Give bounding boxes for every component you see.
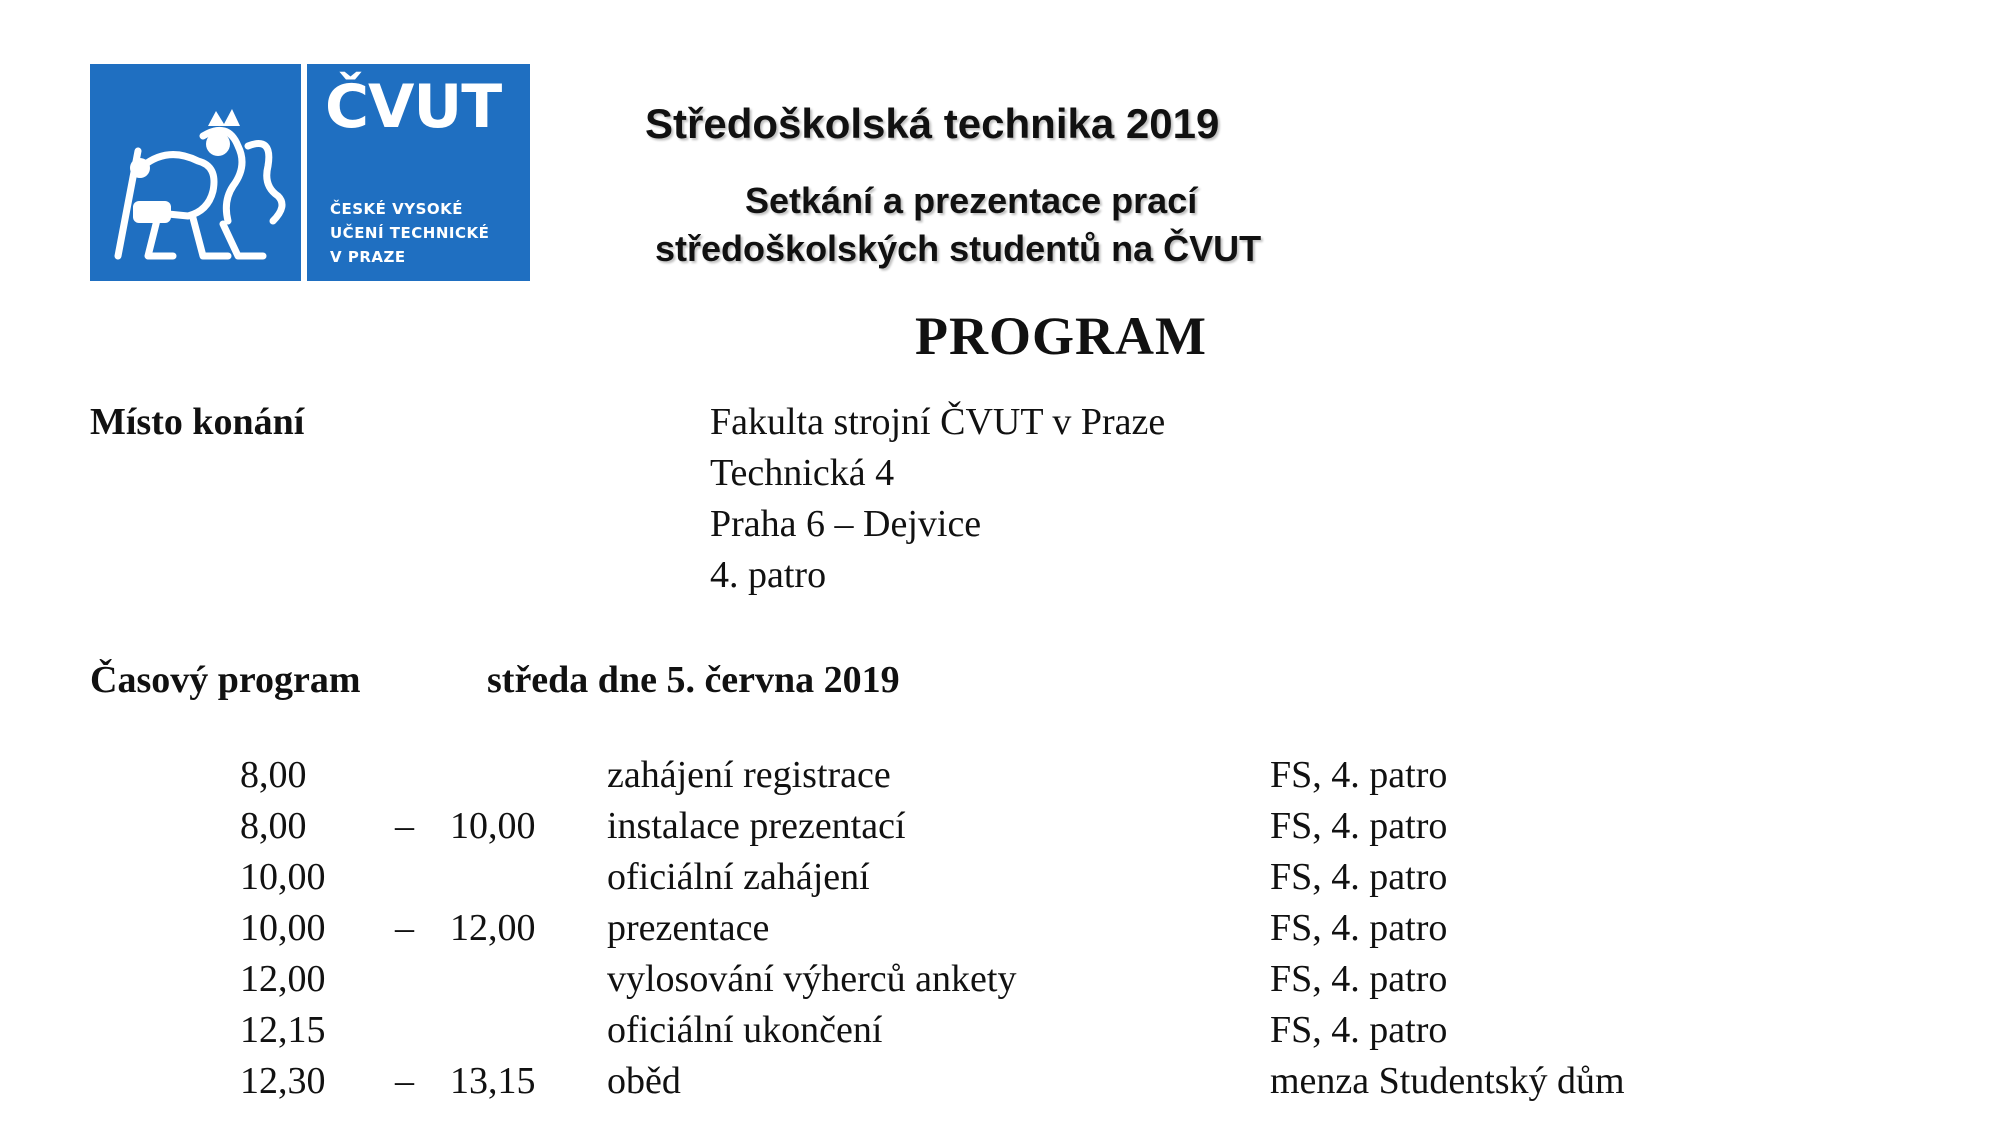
place: FS, 4. patro [1270, 907, 1448, 949]
place: menza Studentský dům [1270, 1060, 1625, 1102]
activity: vylosování výherců ankety [607, 958, 1017, 1000]
activity: oficiální ukončení [607, 1009, 883, 1051]
venue-line: Praha 6 – Dejvice [710, 503, 982, 545]
venue-line: Fakulta strojní ČVUT v Praze [710, 401, 1166, 443]
place: FS, 4. patro [1270, 958, 1448, 1000]
logo-subtitle-line: ČESKÉ VYSOKÉ [330, 200, 464, 218]
logo-subtitle-line: V PRAZE [330, 248, 406, 266]
place: FS, 4. patro [1270, 1009, 1448, 1051]
start-time: 12,30 [240, 1060, 326, 1102]
venue-label: Místo konání [90, 401, 305, 443]
start-time: 10,00 [240, 856, 326, 898]
subtitle-line-2: středoškolských studentů na ČVUT [655, 228, 1262, 269]
activity: oběd [607, 1060, 681, 1102]
schedule-label: Časový program [90, 659, 361, 701]
start-time: 12,15 [240, 1009, 326, 1051]
place: FS, 4. patro [1270, 805, 1448, 847]
subtitle-line-1: Setkání a prezentace prací [745, 180, 1198, 221]
time-dash: – [395, 805, 414, 847]
activity: oficiální zahájení [607, 856, 870, 898]
start-time: 12,00 [240, 958, 326, 1000]
start-time: 10,00 [240, 907, 326, 949]
venue-line: 4. patro [710, 554, 827, 596]
end-time: 10,00 [450, 805, 536, 847]
logo-wordmark: ČVUT [325, 72, 502, 142]
venue-line: Technická 4 [710, 452, 895, 494]
logo-subtitle-line: UČENÍ TECHNICKÉ [330, 224, 490, 242]
place: FS, 4. patro [1270, 754, 1448, 796]
end-time: 12,00 [450, 907, 536, 949]
cvut-logo [90, 64, 530, 281]
program-heading: PROGRAM [915, 306, 1207, 366]
time-dash: – [395, 1060, 414, 1102]
logo-divider [301, 64, 307, 281]
place: FS, 4. patro [1270, 856, 1448, 898]
start-time: 8,00 [240, 754, 307, 796]
lion-emblem-icon [98, 106, 293, 276]
activity: instalace prezentací [607, 805, 906, 847]
page-title: Středoškolská technika 2019 [645, 100, 1220, 147]
time-dash: – [395, 907, 414, 949]
schedule-date: středa dne 5. června 2019 [487, 659, 900, 701]
activity: zahájení registrace [607, 754, 891, 796]
start-time: 8,00 [240, 805, 307, 847]
end-time: 13,15 [450, 1060, 536, 1102]
activity: prezentace [607, 907, 770, 949]
